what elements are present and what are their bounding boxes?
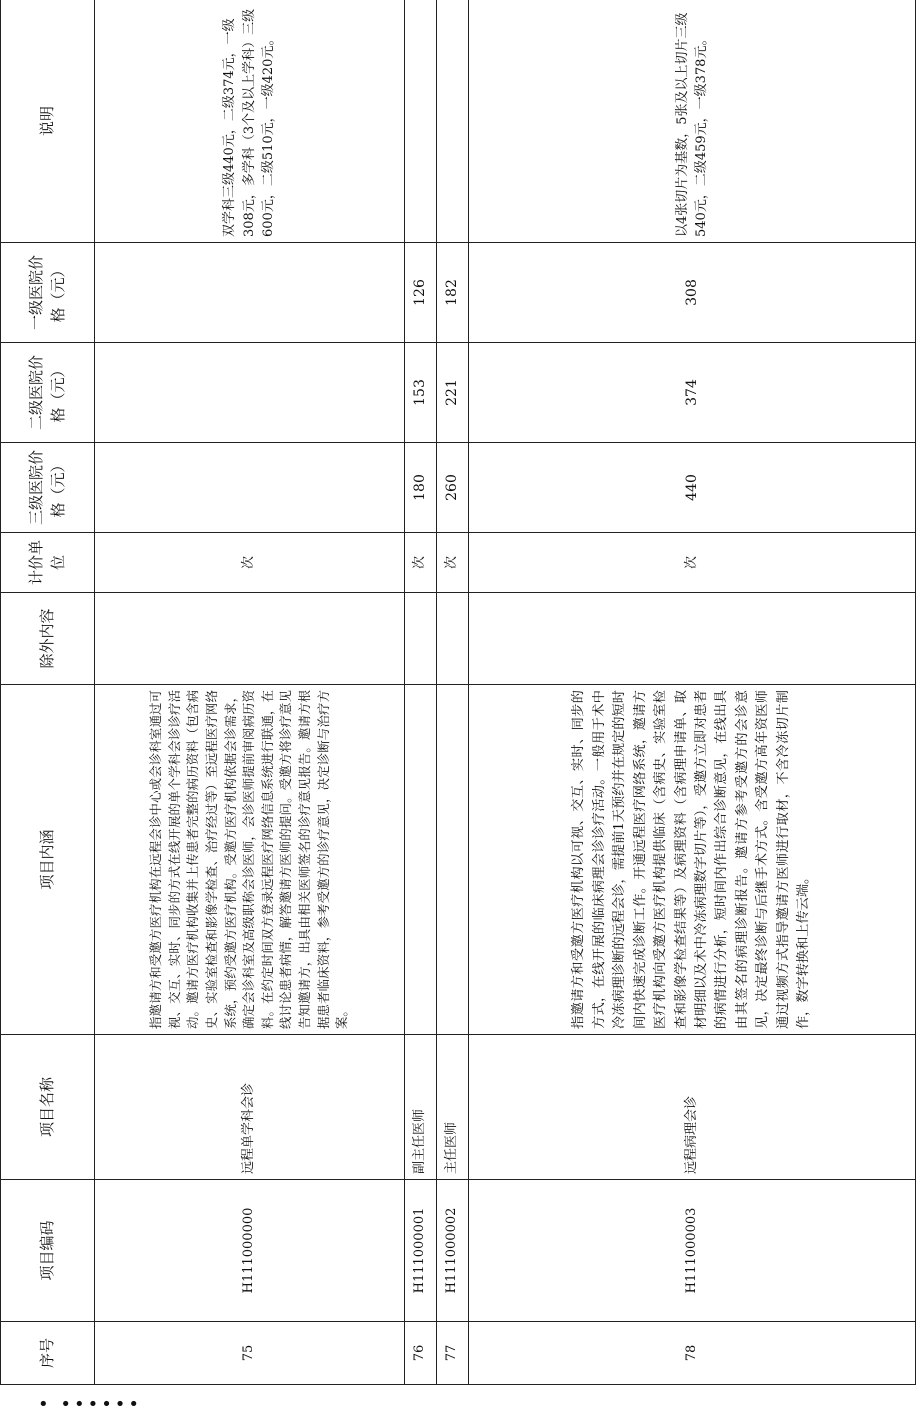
cell-note <box>437 0 469 243</box>
header-price-l2: 二级医院价格（元） <box>1 343 95 443</box>
cell-content: 指邀请方和受邀方医疗机构在远程会诊中心或会诊科室通过可视、交互、实时、同步的方式在线开展的单个学科会诊诊疗活动。邀请方医疗机构收集并上传患者完整的病历资料（包含病史、实验室检查和影像学检查、治疗经过等）至远程医疗网络系统，预约受邀方医疗机构。受邀方医疗机构依据会诊需求，确定会诊科室及高级职称会诊医师，会诊医师提前审阅病历资料。在约定时间双方登录远程医疗网络信息系统进行联通，在线讨论患者病情，解答邀请方医师的提问。受邀方将诊疗意见告知邀请方，出具由相关医师签名的诊疗意见报告。邀请方根据患者临床资料，参考受邀方的诊疗意见，决定诊断与治疗方案。 <box>95 685 405 1035</box>
table-row-76 <box>405 0 437 1385</box>
cell-price-l1 <box>95 243 405 343</box>
cell-code: H111000001 <box>405 1180 437 1322</box>
cell-seq: 76 <box>405 1322 437 1385</box>
cell-price-l1: 308 <box>469 243 916 343</box>
cell-unit: 次 <box>95 533 405 593</box>
header-excluded: 除外内容 <box>1 593 95 685</box>
cell-price-l3: 440 <box>469 443 916 533</box>
header-price-l1: 一级医院价格（元） <box>1 243 95 343</box>
header-note: 说明 <box>1 0 95 243</box>
cell-price-l2: 221 <box>437 343 469 443</box>
cell-price-l1: 182 <box>437 243 469 343</box>
cell-excluded <box>469 593 916 685</box>
header-seq: 序号 <box>1 1322 95 1385</box>
cell-price-l3 <box>95 443 405 533</box>
cell-code: H111000002 <box>437 1180 469 1322</box>
cell-unit: 次 <box>437 533 469 593</box>
cell-code: H111000000 <box>95 1180 405 1322</box>
cell-name: 副主任医师 <box>405 1035 437 1180</box>
cell-price-l2 <box>95 343 405 443</box>
cell-content: 指邀请方和受邀方医疗机构以可视、交互、实时、同步的方式，在线开展的临床病理会诊诊疗活动。一般用于术中冷冻病理诊断的远程会诊，需提前1天预约并在规定的短时间内快速完成诊断工作。开通远程医疗网络系统，邀请方医疗机构向受邀方医疗机构提供临床（含病史、实验室检查和影像学检查结果等）及病理资料（含病理申请单、取材明细以及术中冷冻病理数字切片等），受邀方立即对患者的病情进行分析，短时间内作出综合诊断意见，在线出具由其签名的病理诊断报告。邀请方参考受邀方的会诊意见，决定最终诊断与后继手术方式。含受邀方高年资医师通过视频方式指导邀请方医师进行取材，不含冷冻切片制作，数字转换和上传云端。 <box>469 685 916 1035</box>
cell-seq: 78 <box>469 1322 916 1385</box>
header-code: 项目编码 <box>1 1180 95 1322</box>
table-row-78 <box>469 0 916 1385</box>
cell-price-l1: 126 <box>405 243 437 343</box>
header-content: 项目内涵 <box>1 685 95 1035</box>
header-row <box>1 0 95 1385</box>
cell-excluded <box>437 593 469 685</box>
cell-excluded <box>405 593 437 685</box>
table-row-75 <box>95 0 405 1385</box>
header-name: 项目名称 <box>1 1035 95 1180</box>
continuation-ellipsis: • •••••• <box>38 1394 143 1415</box>
header-unit: 计价单位 <box>1 533 95 593</box>
cell-price-l3: 260 <box>437 443 469 533</box>
cell-price-l2: 374 <box>469 343 916 443</box>
cell-unit: 次 <box>469 533 916 593</box>
cell-price-l3: 180 <box>405 443 437 533</box>
cell-unit: 次 <box>405 533 437 593</box>
cell-note <box>405 0 437 243</box>
cell-content <box>405 685 437 1035</box>
header-price-l3: 三级医院价格（元） <box>1 443 95 533</box>
cell-excluded <box>95 593 405 685</box>
cell-note: 双学科三级440元，二级374元，一级308元，多学科（3个及以上学科）三级600元，二级510元，一级420元。 <box>95 0 405 243</box>
cell-name: 远程单学科会诊 <box>95 1035 405 1180</box>
cell-content <box>437 685 469 1035</box>
table-row-77 <box>437 0 469 1385</box>
cell-code: H111000003 <box>469 1180 916 1322</box>
cell-price-l2: 153 <box>405 343 437 443</box>
cell-name: 远程病理会诊 <box>469 1035 916 1180</box>
cell-seq: 75 <box>95 1322 405 1385</box>
cell-seq: 77 <box>437 1322 469 1385</box>
cell-note: 以4张切片为基数，5张及以上切片三级540元，二级459元，一级378元。 <box>469 0 916 243</box>
cell-name: 主任医师 <box>437 1035 469 1180</box>
